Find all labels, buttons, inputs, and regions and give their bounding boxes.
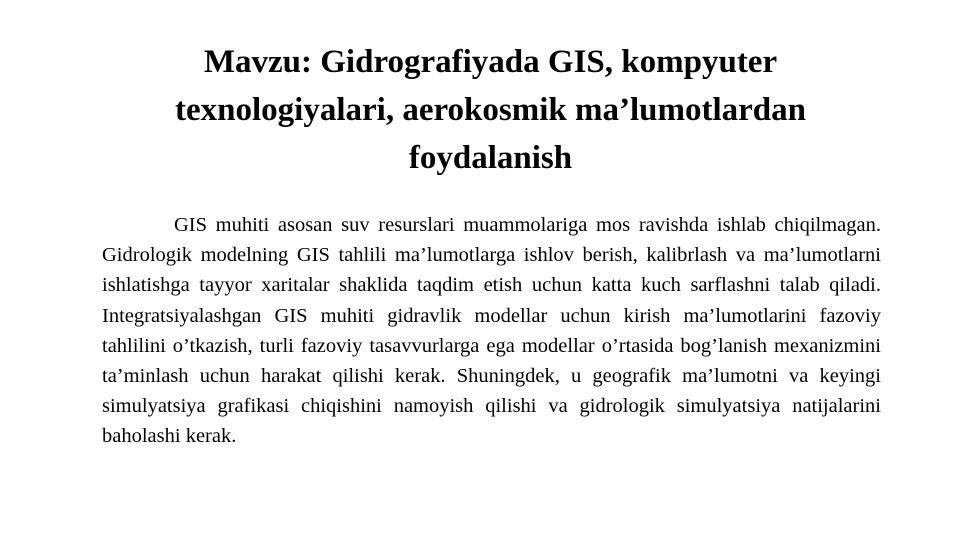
- slide-title: Mavzu: Gidrografiyada GIS, kompyuter texnologiyalari, aerokosmik ma’lumotlardan foydalanish: [175, 44, 806, 176]
- slide-body-paragraph: GIS muhiti asosan suv resurslari muammolariga mos ravishda ishlab chiqilmagan. Gidrologik modelning GIS tahlili ma’lumotlarga ishlov berish, kalibrlash va ma’lumotlarni ishlatishga tayyor xaritalar shaklida taqdim etish uchun katta kuch sarflashni talab qiladi. Integratsiyalashgan GIS muhiti gidravlik modellar uchun kirish ma’lumotlarini fazoviy tahlilini o’tkazish, turli fazoviy tasavvurlarga ega modellar o’rtasida bog’lanish mexanizmini ta’minlash uchun harakat qilishi kerak. Shuningdek, u geografik ma’lumotni va keyingi simulyatsiya grafikasi chiqishini namoyish qilishi va gidrologik simulyatsiya natijalarini baholashi kerak.: [102, 214, 881, 448]
